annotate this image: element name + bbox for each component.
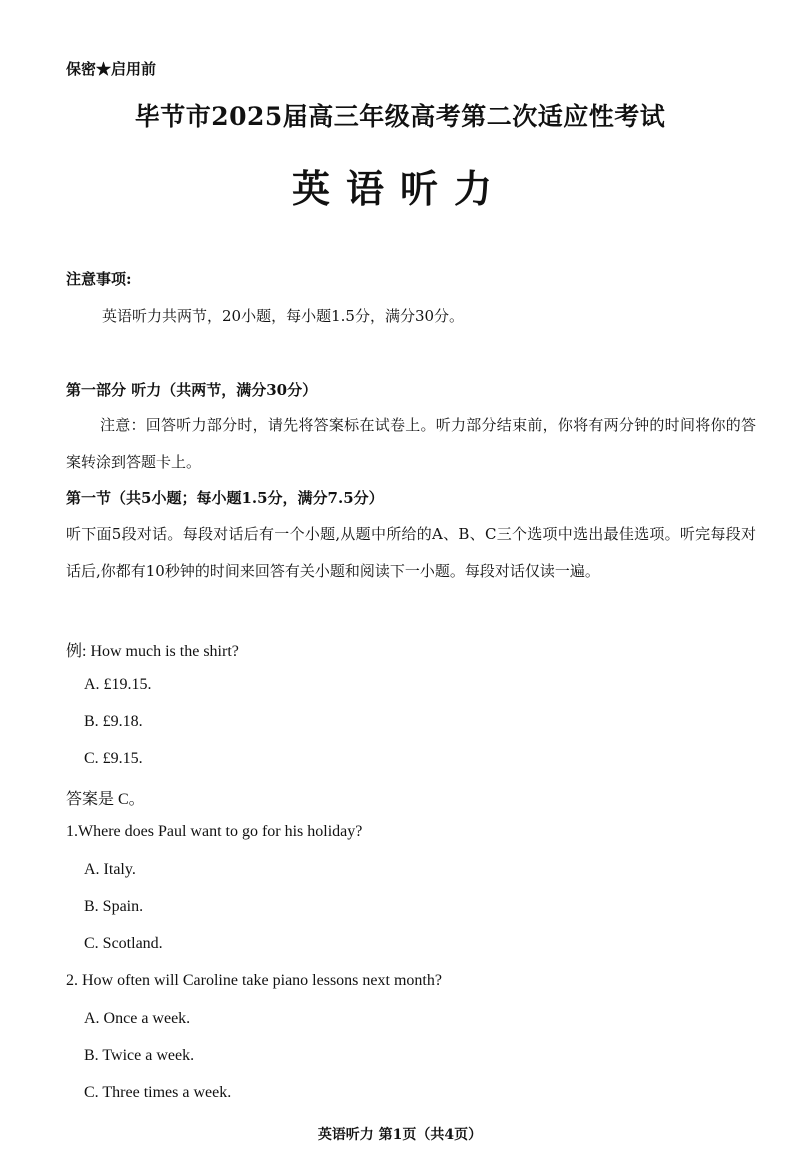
question-1-option-a: A. Italy.: [84, 861, 136, 878]
example-option-c: C. £9.15.: [84, 750, 143, 767]
question-1: 1.Where does Paul want to go for his holiday?: [66, 823, 363, 840]
example-answer: 答案是 C。: [66, 791, 145, 808]
question-2-option-a: A. Once a week.: [84, 1010, 191, 1027]
question-2-option-b: B. Twice a week.: [84, 1047, 195, 1064]
section1-heading: 第一节（共5小题；每小题1.5分，满分7.5分）: [66, 489, 384, 507]
subject-title: 英语听力: [291, 166, 508, 211]
part1-heading: 第一部分 听力（共两节，满分30分）: [66, 381, 318, 399]
exam-title: 毕节市2025届高三年级高考第二次适应性考试: [134, 102, 666, 131]
part1-note: 注意：回答听力部分时，请先将答案标在试卷上。听力部分结束前，你将有两分钟的时间将你的答案转涂到答题卡上。: [66, 416, 756, 471]
example-question: 例: How much is the shirt?: [66, 643, 239, 660]
confidential-label: 保密★启用前: [66, 60, 157, 78]
section1-instructions: 听下面5段对话。每段对话后有一个小题,从题中所给的A、B、C三个选项中选出最佳选项。听完每段对话后,你都有10秒钟的时间来回答有关小题和阅读下一小题。每段对话仅读一遍。: [66, 525, 756, 580]
question-2: 2. How often will Caroline take piano lessons next month?: [66, 972, 442, 989]
question-1-option-b: B. Spain.: [84, 898, 144, 915]
question-1-option-c: C. Scotland.: [84, 935, 163, 952]
notes-heading: 注意事项:: [66, 270, 132, 288]
notes-body: 英语听力共两节，20小题，每小题1.5分，满分30分。: [102, 307, 465, 325]
example-option-a: A. £19.15.: [84, 676, 152, 693]
page-footer: 英语听力 第1页（共4页）: [317, 1127, 483, 1143]
example-option-b: B. £9.18.: [84, 713, 143, 730]
question-2-option-c: C. Three times a week.: [84, 1084, 232, 1101]
